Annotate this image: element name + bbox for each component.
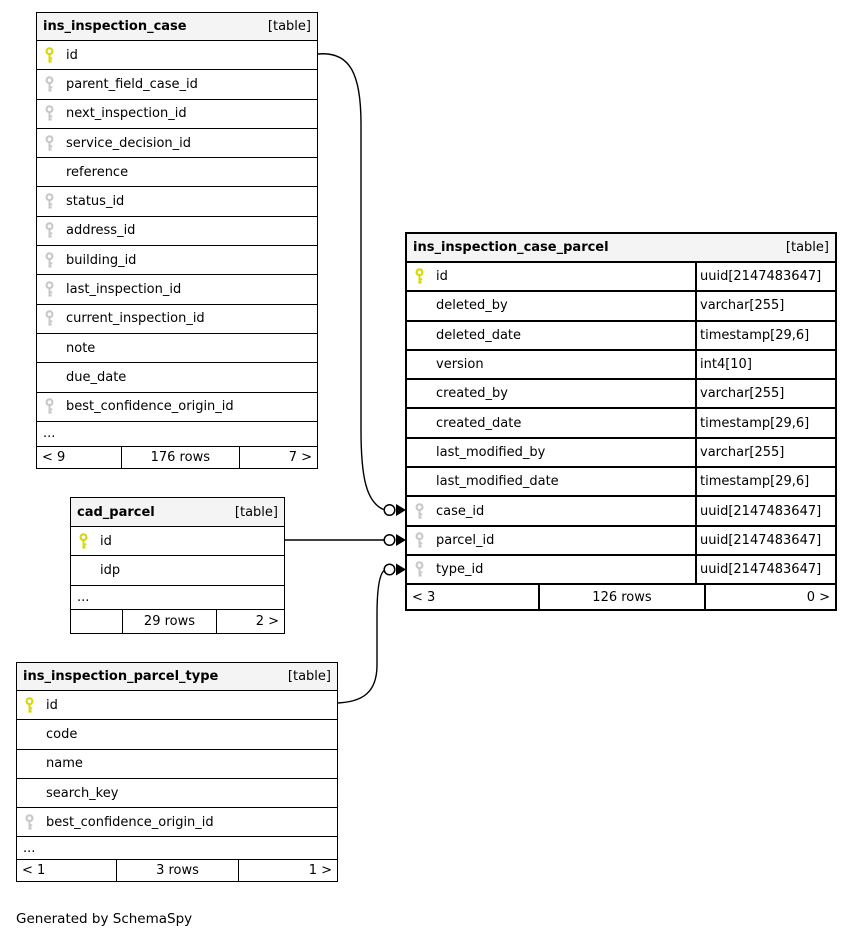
column-type: uuid[2147483647] <box>695 527 835 554</box>
column-row-type_id[interactable] <box>407 556 835 585</box>
table-footer <box>407 585 835 609</box>
related-in-count: < 9 <box>42 449 66 465</box>
column-name: note <box>66 340 96 356</box>
zero-many-circle <box>384 535 395 546</box>
column-name: case_id <box>436 503 485 519</box>
table-footer <box>17 860 337 881</box>
related-in-count: < 1 <box>22 863 46 879</box>
column-row-best_confidence_origin_id[interactable] <box>17 808 337 837</box>
table-cad-parcel <box>70 497 285 634</box>
column-name: parcel_id <box>436 532 495 548</box>
column-name: last_inspection_id <box>66 282 182 298</box>
column-name: deleted_by <box>436 298 508 314</box>
table-header-ins-inspection-case[interactable] <box>37 13 317 41</box>
foreign-key-icon <box>44 398 66 415</box>
column-name: next_inspection_id <box>66 106 187 122</box>
foreign-key-icon <box>44 281 66 298</box>
column-name: reference <box>66 164 129 180</box>
column-name: due_date <box>66 369 127 385</box>
table-badge: [table] <box>287 669 331 684</box>
column-name: last_modified_by <box>436 444 546 460</box>
foreign-key-icon <box>44 135 66 152</box>
column-row-case_id[interactable] <box>407 497 835 526</box>
column-name: id <box>46 697 58 713</box>
column-row-last_modified_date[interactable] <box>407 468 835 497</box>
relationship-case-id <box>318 54 406 516</box>
column-row-idp[interactable] <box>71 556 284 585</box>
column-type: timestamp[29,6] <box>695 468 835 495</box>
column-name: current_inspection_id <box>66 311 205 327</box>
column-row-parcel_id[interactable] <box>407 527 835 556</box>
column-type: varchar[255] <box>695 292 835 319</box>
column-name: id <box>436 269 448 285</box>
column-row-last_inspection_id[interactable] <box>37 275 317 304</box>
column-row-last_modified_by[interactable] <box>407 439 835 468</box>
table-title: ins_inspection_parcel_type <box>23 669 219 684</box>
column-row-reference[interactable] <box>37 158 317 187</box>
column-name: id <box>100 533 112 549</box>
table-ins-inspection-case <box>36 12 318 469</box>
zero-many-circle <box>384 564 395 575</box>
column-row-deleted_by[interactable] <box>407 292 835 321</box>
column-name: last_modified_date <box>436 474 559 490</box>
table-badge: [table] <box>267 19 311 34</box>
column-row-parent_field_case_id[interactable] <box>37 70 317 99</box>
more-columns-ellipsis: ... <box>17 837 337 860</box>
column-row-due_date[interactable] <box>37 363 317 392</box>
column-row-created_date[interactable] <box>407 409 835 438</box>
more-columns-ellipsis: ... <box>37 422 317 447</box>
column-row-address_id[interactable] <box>37 217 317 246</box>
column-type: timestamp[29,6] <box>695 409 835 436</box>
table-title: ins_inspection_case_parcel <box>413 240 609 255</box>
column-row-id[interactable] <box>71 527 284 556</box>
row-count: 126 rows <box>538 585 705 609</box>
related-out-count: 7 > <box>239 447 317 468</box>
primary-key-icon <box>414 268 436 285</box>
column-name: idp <box>100 562 121 578</box>
column-name: name <box>46 756 83 772</box>
column-type: uuid[2147483647] <box>695 263 835 290</box>
column-row-version[interactable] <box>407 351 835 380</box>
column-row-id[interactable] <box>37 41 317 70</box>
table-badge: [table] <box>785 240 829 255</box>
column-name: best_confidence_origin_id <box>46 814 214 830</box>
row-count: 176 rows <box>121 447 239 468</box>
column-name: type_id <box>436 562 484 578</box>
column-name: best_confidence_origin_id <box>66 399 234 415</box>
related-out-count: 2 > <box>216 610 284 633</box>
column-name: address_id <box>66 223 136 239</box>
foreign-key-icon <box>44 193 66 210</box>
column-type: varchar[255] <box>695 380 835 407</box>
column-row-id[interactable] <box>407 263 835 292</box>
primary-key-icon <box>24 697 46 714</box>
column-row-deleted_date[interactable] <box>407 322 835 351</box>
column-row-status_id[interactable] <box>37 187 317 216</box>
column-row-note[interactable] <box>37 334 317 363</box>
foreign-key-icon <box>414 532 436 549</box>
column-row-created_by[interactable] <box>407 380 835 409</box>
primary-key-icon <box>44 47 66 64</box>
column-name: status_id <box>66 194 125 210</box>
column-row-best_confidence_origin_id[interactable] <box>37 393 317 422</box>
foreign-key-icon <box>44 222 66 239</box>
column-row-building_id[interactable] <box>37 246 317 275</box>
column-name: service_decision_id <box>66 135 192 151</box>
more-columns-ellipsis: ... <box>71 586 284 610</box>
column-name: building_id <box>66 252 137 268</box>
table-title: cad_parcel <box>77 504 155 520</box>
table-title: ins_inspection_case <box>43 19 187 34</box>
column-name: version <box>436 357 484 373</box>
column-type: timestamp[29,6] <box>695 322 835 349</box>
column-row-current_inspection_id[interactable] <box>37 305 317 334</box>
row-count: 3 rows <box>116 860 238 881</box>
column-type: uuid[2147483647] <box>695 497 835 524</box>
foreign-key-icon <box>24 814 46 831</box>
column-row-name[interactable] <box>17 750 337 779</box>
table-header-cad-parcel[interactable] <box>71 498 284 527</box>
table-header-ins-inspection-parcel-type[interactable] <box>17 663 337 691</box>
column-name: created_by <box>436 386 508 402</box>
relationship-type-id <box>337 564 406 704</box>
column-row-id[interactable] <box>17 691 337 720</box>
relationship-parcel-id <box>284 534 406 546</box>
table-ins-inspection-case-parcel <box>405 232 837 611</box>
foreign-key-icon <box>414 503 436 520</box>
column-name: search_key <box>46 785 119 801</box>
table-footer <box>37 447 317 468</box>
column-row-code[interactable] <box>17 720 337 749</box>
column-row-search_key[interactable] <box>17 779 337 808</box>
related-in-count: < 3 <box>412 589 436 605</box>
related-out-count: 0 > <box>704 585 835 609</box>
column-name: deleted_date <box>436 327 522 343</box>
foreign-key-icon <box>44 310 66 327</box>
row-count: 29 rows <box>122 610 216 633</box>
column-type: int4[10] <box>695 351 835 378</box>
column-type: varchar[255] <box>695 439 835 466</box>
table-footer <box>71 610 284 633</box>
foreign-key-icon <box>44 105 66 122</box>
column-name: code <box>46 726 78 742</box>
related-out-count: 1 > <box>238 860 337 881</box>
column-type: uuid[2147483647] <box>695 556 835 583</box>
foreign-key-icon <box>44 76 66 93</box>
table-badge: [table] <box>234 504 278 520</box>
column-row-next_inspection_id[interactable] <box>37 100 317 129</box>
foreign-key-icon <box>414 561 436 578</box>
primary-key-icon <box>78 533 100 550</box>
column-name: parent_field_case_id <box>66 76 198 92</box>
table-header-ins-inspection-case-parcel[interactable] <box>407 234 835 263</box>
column-row-service_decision_id[interactable] <box>37 129 317 158</box>
foreign-key-icon <box>44 252 66 269</box>
generated-by-note: Generated by SchemaSpy <box>16 911 193 927</box>
zero-many-circle <box>384 505 395 516</box>
table-ins-inspection-parcel-type <box>16 662 338 882</box>
column-name: id <box>66 47 78 63</box>
column-name: created_date <box>436 415 522 431</box>
related-in-count <box>71 610 122 633</box>
